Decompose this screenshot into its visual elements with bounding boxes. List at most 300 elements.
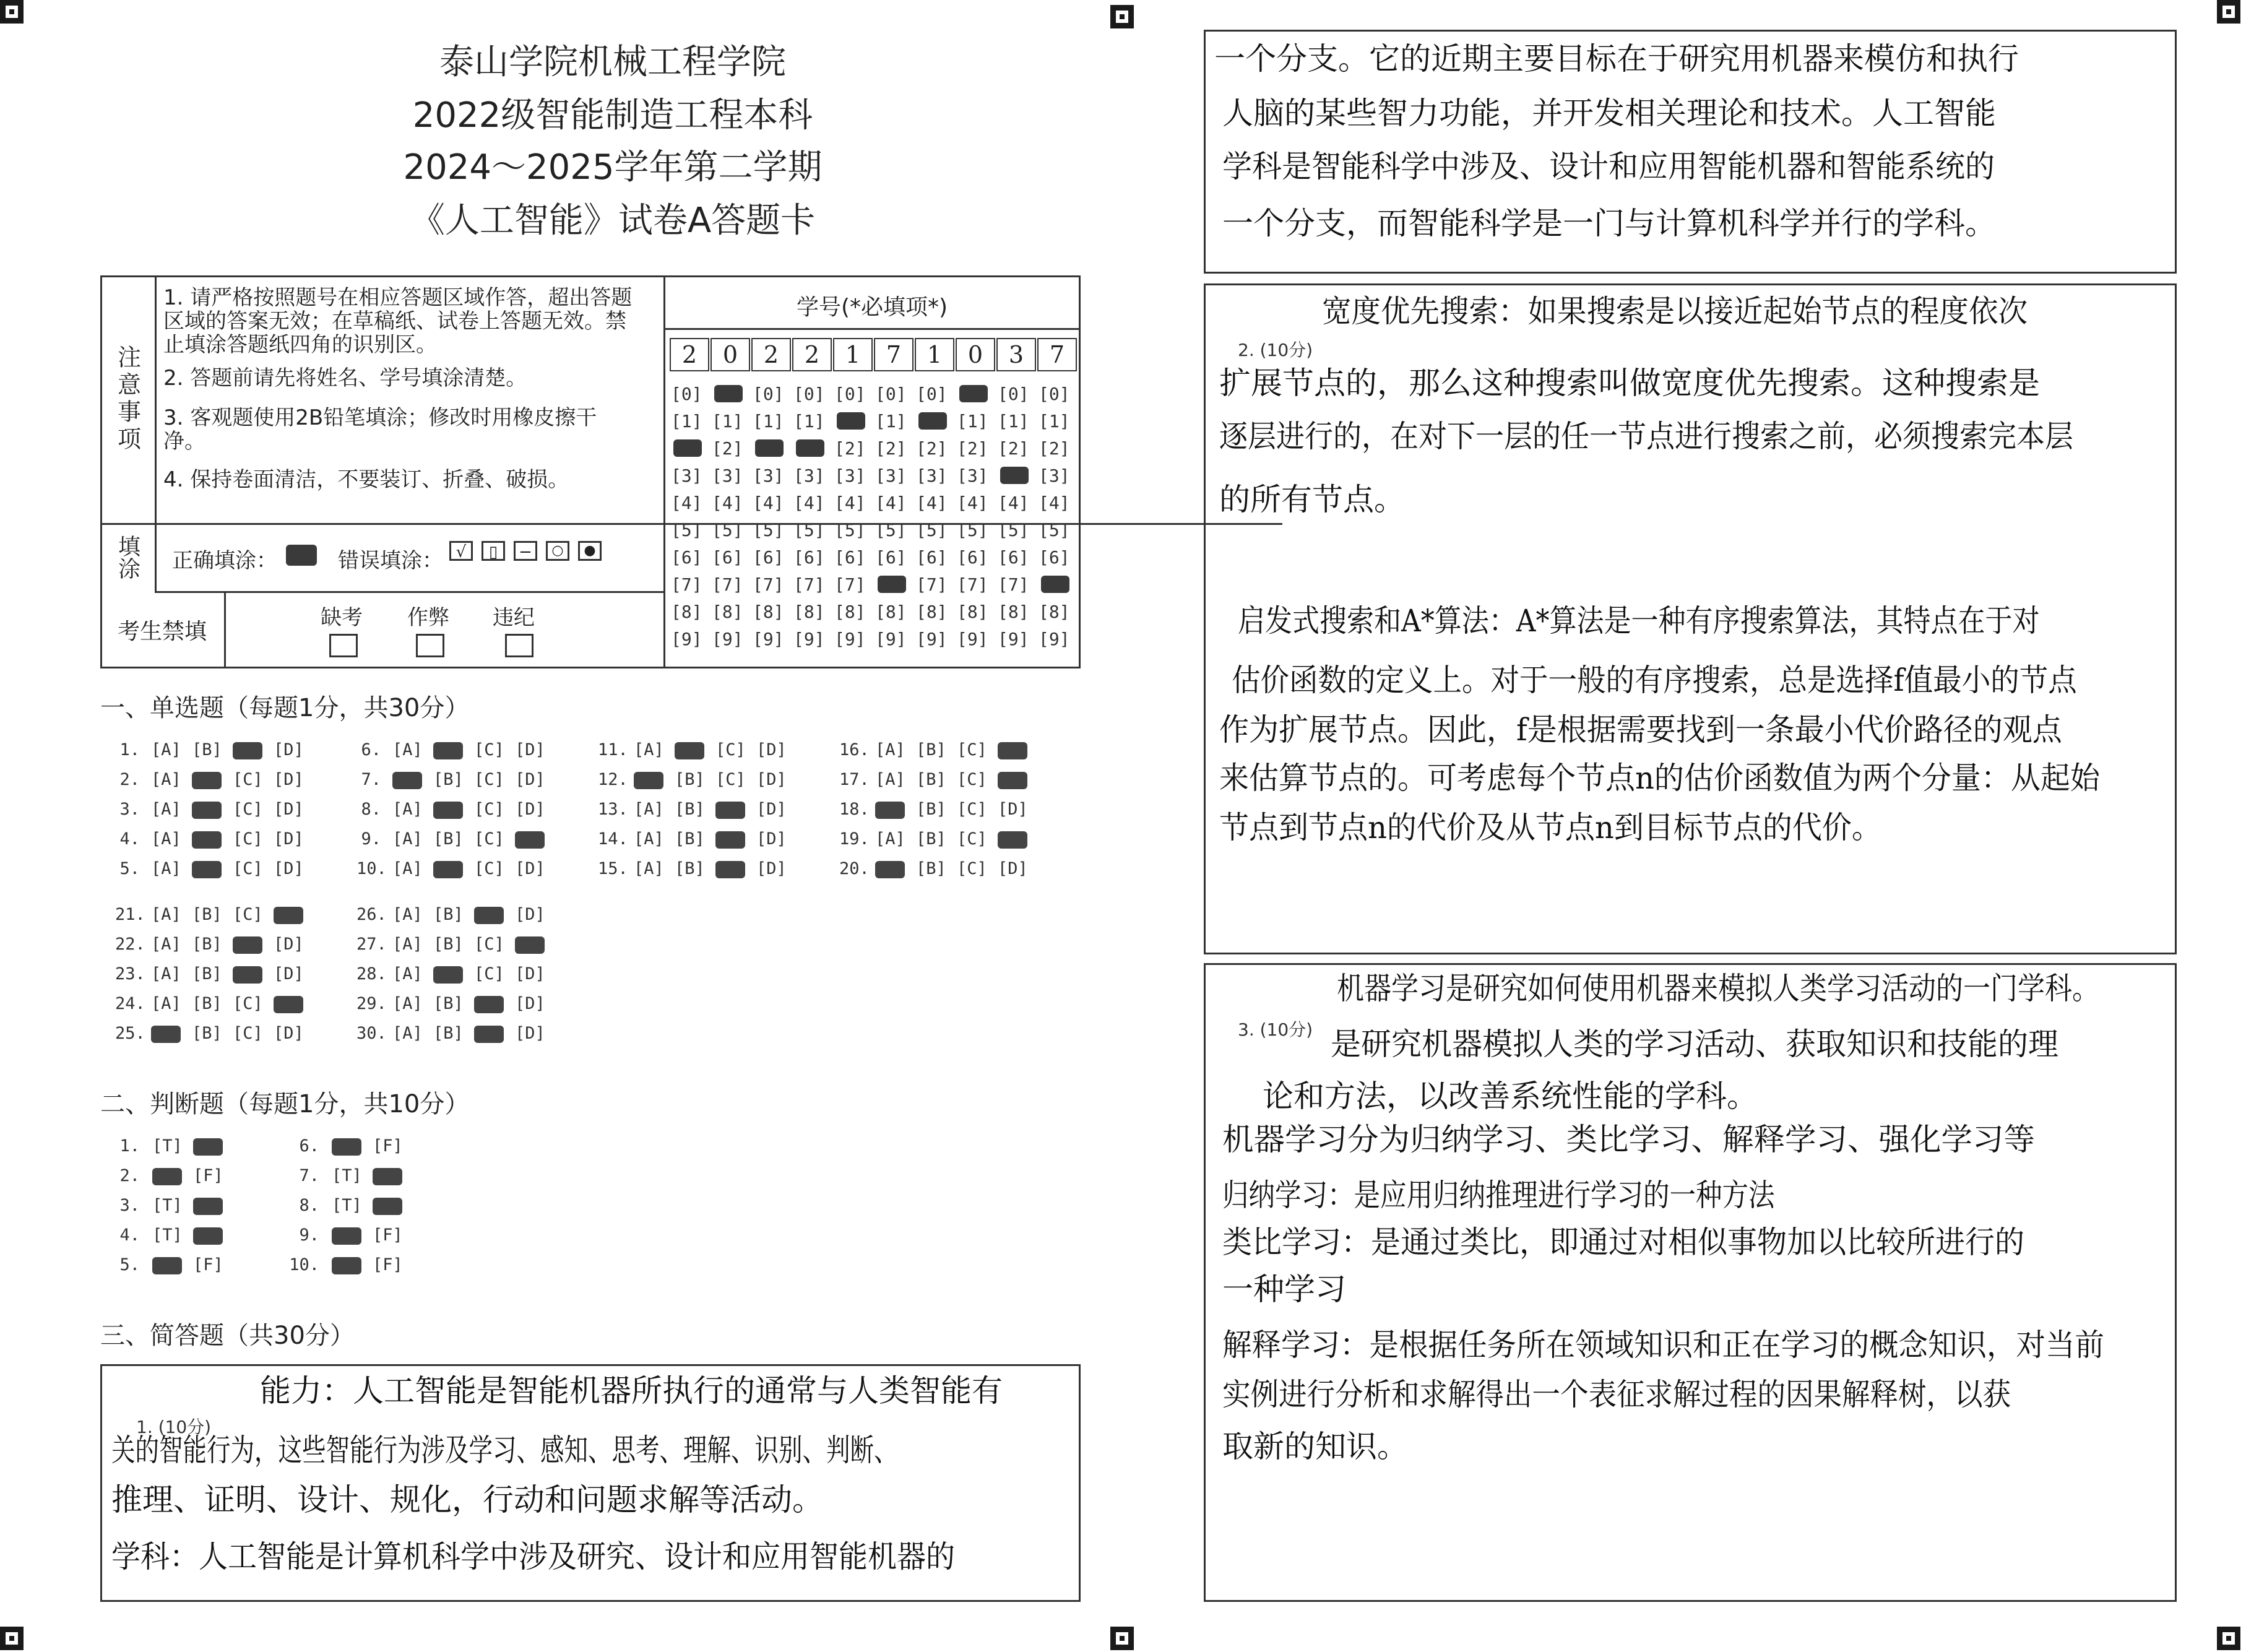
answer-bubble[interactable]: [B] <box>675 800 705 819</box>
question-number: 8. <box>361 800 381 819</box>
answer-bubble[interactable]: [C] <box>715 770 746 789</box>
student-id-bubble[interactable]: [6] <box>998 547 1029 568</box>
student-id-bubble[interactable]: [0] <box>834 384 866 404</box>
answer-bubble-filled[interactable] <box>474 907 504 924</box>
question-number: 3. <box>119 800 140 819</box>
answer-bubble-filled[interactable] <box>193 1138 223 1156</box>
correct-fill-sample <box>286 545 317 566</box>
single-choice-heading: 一、单选题（每题1分，共30分） <box>100 694 470 722</box>
student-id-bubble[interactable]: [8] <box>671 602 702 622</box>
student-id-bubble[interactable]: [1] <box>957 411 988 431</box>
answer-bubble[interactable]: [A] <box>634 829 664 849</box>
q2-line-3: 逐层进行的，在对下一层的任一节点进行搜索之前，必须搜索完本层 <box>1219 418 2073 454</box>
answer-bubble-filled[interactable] <box>515 936 545 954</box>
answer-bubble[interactable]: [A] <box>634 859 664 878</box>
answer-bubble[interactable]: [B] <box>192 740 222 759</box>
question-number: 5. <box>119 859 140 878</box>
q2-line-1: 宽度优先搜索：如果搜索是以接近起始节点的程度依次 <box>1322 293 2028 329</box>
question-number: 21. <box>115 905 145 924</box>
student-id-bubble[interactable]: [8] <box>916 602 948 622</box>
short-answer-heading: 三、简答题（共30分） <box>100 1321 355 1350</box>
student-id-bubble-filled[interactable] <box>755 439 784 457</box>
student-id-bubble[interactable]: [5] <box>916 520 948 540</box>
student-id-bubble[interactable]: [3] <box>1039 465 1070 486</box>
student-id-bubble-filled[interactable] <box>1000 467 1029 484</box>
student-id-bubble-filled[interactable] <box>878 576 906 593</box>
answer-bubble[interactable]: [C] <box>474 935 504 954</box>
student-id-digit-box: 1 <box>833 338 873 371</box>
answer-bubble[interactable]: [A] <box>392 800 423 819</box>
student-id-bubble[interactable]: [5] <box>834 520 866 540</box>
checkbox-absent[interactable] <box>329 634 358 657</box>
student-id-bubble[interactable]: [6] <box>875 547 907 568</box>
student-id-bubble[interactable]: [8] <box>753 602 784 622</box>
answer-bubble[interactable]: [T] <box>152 1196 183 1215</box>
student-id-bubble-filled[interactable] <box>714 385 743 402</box>
answer-bubble[interactable]: [T] <box>332 1166 362 1185</box>
student-id-bubble[interactable]: [4] <box>834 493 866 513</box>
answer-bubble[interactable]: [B] <box>916 800 946 819</box>
answer-bubble[interactable]: [B] <box>192 964 222 984</box>
answer-bubble-filled[interactable] <box>233 966 262 984</box>
answer-bubble-filled[interactable] <box>515 831 545 849</box>
answer-bubble-filled[interactable] <box>474 996 504 1013</box>
student-id-bubble-filled[interactable] <box>673 439 702 457</box>
student-id-bubble[interactable]: [3] <box>834 465 866 486</box>
answer-bubble[interactable]: [A] <box>151 829 181 849</box>
answer-bubble[interactable]: [D] <box>756 800 787 819</box>
student-id-bubble[interactable]: [6] <box>671 547 702 568</box>
student-id-digit-box: 2 <box>670 338 709 371</box>
answer-bubble[interactable]: [A] <box>634 800 664 819</box>
corner-marker-top-right <box>2217 0 2240 24</box>
student-id-bubble[interactable]: [4] <box>793 493 825 513</box>
student-id-bubble[interactable]: [9] <box>793 629 825 649</box>
forbidden-absent: 缺考 <box>321 605 363 630</box>
answer-bubble[interactable]: [D] <box>515 800 545 819</box>
answer-bubble[interactable]: [D] <box>756 829 787 849</box>
answer-bubble[interactable]: [A] <box>392 994 423 1013</box>
student-id-bubble[interactable]: [5] <box>712 520 743 540</box>
answer-bubble[interactable]: [C] <box>474 770 504 789</box>
question-number: 29. <box>356 994 387 1013</box>
student-id-bubble[interactable]: [1] <box>712 411 743 431</box>
answer-bubble-filled[interactable] <box>998 772 1027 789</box>
answer-bubble[interactable]: [C] <box>474 829 504 849</box>
answer-bubble-filled[interactable] <box>875 861 905 878</box>
student-id-bubble[interactable]: [5] <box>998 520 1029 540</box>
answer-bubble[interactable]: [A] <box>151 770 181 789</box>
student-id-bubble[interactable]: [5] <box>753 520 784 540</box>
answer-bubble[interactable]: [C] <box>233 829 263 849</box>
answer-bubble[interactable]: [D] <box>274 964 304 984</box>
answer-bubble[interactable]: [D] <box>998 859 1028 878</box>
answer-bubble[interactable]: [A] <box>392 740 423 759</box>
answer-bubble[interactable]: [D] <box>998 800 1028 819</box>
question-number: 16. <box>839 740 870 759</box>
answer-bubble[interactable]: [D] <box>515 994 545 1013</box>
q3-line-10: 取新的知识。 <box>1222 1429 1408 1464</box>
student-id-bubble[interactable]: [3] <box>793 465 825 486</box>
student-id-bubble[interactable]: [9] <box>671 629 702 649</box>
answer-bubble[interactable]: [C] <box>474 800 504 819</box>
question-number: 22. <box>115 935 145 954</box>
q1-line-1: 能力：人工智能是智能机器所执行的通常与人类智能有 <box>260 1373 1003 1409</box>
answer-bubble[interactable]: [C] <box>957 859 987 878</box>
answer-bubble[interactable]: [C] <box>957 800 987 819</box>
student-id-bubble[interactable]: [9] <box>998 629 1029 649</box>
true-false-heading: 二、判断题（每题1分，共10分） <box>100 1090 470 1118</box>
answer-bubble[interactable]: [D] <box>515 740 545 759</box>
student-id-bubble[interactable]: [6] <box>916 547 948 568</box>
student-id-bubble[interactable]: [6] <box>793 547 825 568</box>
student-id-bubble[interactable]: [3] <box>875 465 907 486</box>
answer-bubble-filled[interactable] <box>152 1257 182 1274</box>
answer-bubble[interactable]: [C] <box>957 770 987 789</box>
student-id-bubble[interactable]: [7] <box>998 574 1029 595</box>
answer-bubble[interactable]: [D] <box>515 1024 545 1043</box>
answer-bubble-filled[interactable] <box>192 802 222 819</box>
answer-bubble-filled[interactable] <box>474 1026 504 1043</box>
student-id-bubble[interactable]: [5] <box>793 520 825 540</box>
answer-bubble-filled[interactable] <box>998 831 1027 849</box>
corner-marker-bottom-left <box>0 1627 24 1650</box>
answer-bubble[interactable]: [A] <box>151 994 181 1013</box>
student-id-bubble-filled[interactable] <box>959 385 988 402</box>
student-id-bubble[interactable]: [7] <box>671 574 702 595</box>
student-id-bubble[interactable]: [9] <box>875 629 907 649</box>
answer-bubble-filled[interactable] <box>433 742 463 759</box>
student-id-bubble[interactable]: [2] <box>875 438 907 459</box>
student-id-bubble[interactable]: [0] <box>671 384 702 404</box>
answer-bubble-filled[interactable] <box>192 772 222 789</box>
answer-bubble[interactable]: [B] <box>433 935 464 954</box>
answer-bubble-filled[interactable] <box>433 966 463 984</box>
question-number: 30. <box>356 1024 387 1043</box>
answer-bubble[interactable]: [A] <box>875 829 905 849</box>
answer-bubble[interactable]: [B] <box>916 859 946 878</box>
answer-bubble[interactable]: [T] <box>152 1136 183 1156</box>
student-id-bubble[interactable]: [1] <box>998 411 1029 431</box>
answer-bubble[interactable]: [A] <box>392 935 423 954</box>
student-id-bubble[interactable]: [4] <box>875 493 907 513</box>
answer-bubble-filled[interactable] <box>433 802 463 819</box>
answer-bubble[interactable]: [A] <box>151 935 181 954</box>
answer-bubble[interactable]: [C] <box>233 859 263 878</box>
answer-bubble-filled[interactable] <box>373 1168 402 1185</box>
student-id-bubble[interactable]: [5] <box>957 520 988 540</box>
question-number: 6. <box>361 740 381 759</box>
answer-bubble[interactable]: [A] <box>392 829 423 849</box>
answer-bubble[interactable]: [F] <box>193 1166 223 1185</box>
q2-line-5: 启发式搜索和A*算法：A*算法是一种有序搜索算法，其特点在于对 <box>1238 603 2040 639</box>
student-id-bubble[interactable]: [8] <box>793 602 825 622</box>
answer-bubble-filled[interactable] <box>634 772 663 789</box>
answer-bubble[interactable]: [A] <box>392 964 423 984</box>
answer-bubble-filled[interactable] <box>715 861 745 878</box>
student-id-bubble[interactable]: [2] <box>998 438 1029 459</box>
student-id-bubble[interactable]: [7] <box>753 574 784 595</box>
answer-bubble[interactable]: [D] <box>274 800 304 819</box>
student-id-bubble[interactable]: [9] <box>834 629 866 649</box>
q3-line-3: 论和方法，以改善系统性能的学科。 <box>1263 1078 1758 1114</box>
student-id-bubble-filled[interactable] <box>796 439 824 457</box>
student-id-bubble[interactable]: [8] <box>957 602 988 622</box>
answer-bubble[interactable]: [D] <box>515 964 545 984</box>
answer-bubble-filled[interactable] <box>715 831 745 849</box>
student-id-bubble[interactable]: [6] <box>957 547 988 568</box>
student-id-bubble[interactable]: [2] <box>957 438 988 459</box>
student-id-bubble[interactable]: [9] <box>916 629 948 649</box>
fill-label: 填涂 <box>114 535 140 579</box>
student-id-bubble[interactable]: [0] <box>998 384 1029 404</box>
answer-bubble[interactable]: [T] <box>152 1226 183 1245</box>
student-id-bubble[interactable]: [0] <box>916 384 948 404</box>
answer-bubble-filled[interactable] <box>233 742 262 759</box>
answer-bubble[interactable]: [F] <box>373 1255 403 1274</box>
student-id-bubble[interactable]: [6] <box>712 547 743 568</box>
student-id-bubble[interactable]: [3] <box>753 465 784 486</box>
answer-bubble[interactable]: [D] <box>515 905 545 924</box>
q2-label: 2. (10分) <box>1238 340 1313 360</box>
q2-line-7: 作为扩展节点。因此，f是根据需要找到一条最小代价路径的观点 <box>1219 712 2062 748</box>
student-id-bubble-filled[interactable] <box>918 412 947 430</box>
answer-bubble-filled[interactable] <box>192 861 222 878</box>
student-id-bubble[interactable]: [7] <box>916 574 948 595</box>
q3-line-5: 归纳学习：是应用归纳推理进行学习的一种方法 <box>1222 1177 1775 1213</box>
answer-bubble-filled[interactable] <box>233 936 262 954</box>
student-id-bubble[interactable]: [5] <box>875 520 907 540</box>
answer-bubble-filled[interactable] <box>332 1138 361 1156</box>
answer-bubble-filled[interactable] <box>392 772 422 789</box>
student-id-bubble[interactable]: [1] <box>753 411 784 431</box>
student-id-bubble[interactable]: [3] <box>957 465 988 486</box>
student-id-bubble[interactable]: [0] <box>793 384 825 404</box>
answer-bubble[interactable]: [A] <box>392 859 423 878</box>
student-id-bubble-filled[interactable] <box>837 412 865 430</box>
question-number: 1. <box>119 1136 140 1156</box>
question-number: 4. <box>119 829 140 849</box>
wrong-sample-dot: ● <box>578 541 602 561</box>
answer-bubble[interactable]: [B] <box>433 994 464 1013</box>
answer-bubble[interactable]: [C] <box>474 964 504 984</box>
question-number: 8. <box>299 1196 319 1215</box>
answer-bubble[interactable]: [A] <box>151 740 181 759</box>
answer-bubble-filled[interactable] <box>675 742 704 759</box>
answer-bubble-filled[interactable] <box>875 802 905 819</box>
student-id-bubble[interactable]: [4] <box>712 493 743 513</box>
student-id-bubble[interactable]: [2] <box>1039 438 1070 459</box>
answer-bubble[interactable]: [B] <box>433 829 464 849</box>
answer-bubble[interactable]: [B] <box>192 994 222 1013</box>
answer-bubble-filled[interactable] <box>998 742 1027 759</box>
notice-item-2: 2. 答题前请先将姓名、学号填涂清楚。 <box>163 366 527 391</box>
answer-bubble-filled[interactable] <box>151 1026 181 1043</box>
student-id-bubble[interactable]: [5] <box>1039 520 1070 540</box>
question-number: 2. <box>119 770 140 789</box>
checkbox-cheat[interactable] <box>416 634 444 657</box>
answer-bubble[interactable]: [C] <box>233 905 263 924</box>
answer-bubble-filled[interactable] <box>373 1198 402 1215</box>
answer-bubble[interactable]: [F] <box>193 1255 223 1274</box>
answer-bubble-filled[interactable] <box>193 1198 223 1215</box>
corner-marker-top-left <box>0 0 24 24</box>
answer-bubble-filled[interactable] <box>193 1227 223 1245</box>
student-id-bubble[interactable]: [6] <box>834 547 866 568</box>
answer-bubble[interactable]: [D] <box>756 859 787 878</box>
student-id-bubble[interactable]: [7] <box>793 574 825 595</box>
answer-bubble[interactable]: [D] <box>756 740 787 759</box>
answer-bubble[interactable]: [F] <box>373 1226 403 1245</box>
student-id-bubble[interactable]: [4] <box>998 493 1029 513</box>
question-number: 27. <box>356 935 387 954</box>
student-id-bubble[interactable]: [9] <box>712 629 743 649</box>
q2-line-8: 来估算节点的。可考虑每个节点n的估价函数值为两个分量：从起始 <box>1219 760 2100 796</box>
wrong-sample-bar: ▯ <box>482 541 505 561</box>
student-id-bubble[interactable]: [7] <box>834 574 866 595</box>
answer-bubble[interactable]: [D] <box>274 1024 304 1043</box>
answer-bubble[interactable]: [C] <box>233 800 263 819</box>
answer-bubble[interactable]: [C] <box>233 994 263 1013</box>
student-id-bubble[interactable]: [0] <box>1039 384 1070 404</box>
student-id-bubble[interactable]: [8] <box>1039 602 1070 622</box>
answer-bubble[interactable]: [C] <box>715 740 746 759</box>
answer-bubble[interactable]: [D] <box>515 770 545 789</box>
answer-bubble-filled[interactable] <box>152 1168 182 1185</box>
student-id-bubble[interactable]: [3] <box>671 465 702 486</box>
answer-bubble[interactable]: [A] <box>151 964 181 984</box>
student-id-bubble[interactable]: [5] <box>671 520 702 540</box>
answer-bubble[interactable]: [A] <box>151 800 181 819</box>
student-id-bubble[interactable]: [0] <box>753 384 784 404</box>
answer-bubble[interactable]: [C] <box>233 770 263 789</box>
student-id-bubble[interactable]: [7] <box>957 574 988 595</box>
student-id-bubble[interactable]: [9] <box>1039 629 1070 649</box>
answer-bubble[interactable]: [T] <box>332 1196 362 1215</box>
student-id-bubble[interactable]: [8] <box>834 602 866 622</box>
student-id-bubble[interactable]: [1] <box>793 411 825 431</box>
answer-bubble[interactable]: [A] <box>875 740 905 759</box>
student-id-bubble[interactable]: [1] <box>1039 411 1070 431</box>
answer-bubble-filled[interactable] <box>433 861 463 878</box>
answer-bubble[interactable]: [C] <box>233 1024 263 1043</box>
answer-bubble[interactable]: [B] <box>433 1024 464 1043</box>
answer-bubble[interactable]: [D] <box>274 770 304 789</box>
q3-line-7: 一种学习 <box>1222 1271 1346 1307</box>
student-id-bubble[interactable]: [2] <box>834 438 866 459</box>
answer-bubble[interactable]: [C] <box>957 740 987 759</box>
answer-bubble[interactable]: [A] <box>392 905 423 924</box>
answer-bubble-filled[interactable] <box>274 907 303 924</box>
answer-bubble[interactable]: [B] <box>916 740 946 759</box>
student-id-bubble[interactable]: [7] <box>712 574 743 595</box>
answer-bubble[interactable]: [D] <box>515 859 545 878</box>
question-number: 10. <box>289 1255 319 1274</box>
notice-item-1: 1. 请严格按照题号在相应答题区域作答，超出答题区域的答案无效；在草稿纸、试卷上答题无效。禁止填涂答题纸四角的识别区。 <box>163 285 633 357</box>
answer-bubble[interactable]: [B] <box>916 770 946 789</box>
student-id-bubble[interactable]: [1] <box>875 411 907 431</box>
answer-bubble[interactable]: [D] <box>274 829 304 849</box>
answer-bubble[interactable]: [B] <box>916 829 946 849</box>
term-title: 2024～2025学年第二学期 <box>403 147 823 188</box>
student-id-bubble[interactable]: [4] <box>916 493 948 513</box>
student-id-bubble-filled[interactable] <box>1041 576 1069 593</box>
answer-bubble[interactable]: [A] <box>151 859 181 878</box>
student-id-bubble[interactable]: [4] <box>671 493 702 513</box>
answer-bubble[interactable]: [F] <box>373 1136 403 1156</box>
question-number: 26. <box>356 905 387 924</box>
answer-bubble[interactable]: [D] <box>274 740 304 759</box>
answer-bubble[interactable]: [A] <box>151 905 181 924</box>
answer-bubble[interactable]: [B] <box>192 1024 222 1043</box>
answer-bubble[interactable]: [A] <box>875 770 905 789</box>
answer-bubble-filled[interactable] <box>332 1227 361 1245</box>
question-number: 25. <box>115 1024 145 1043</box>
q3-line-8: 解释学习：是根据任务所在领域知识和正在学习的概念知识，对当前 <box>1222 1327 2104 1363</box>
answer-bubble[interactable]: [B] <box>675 770 705 789</box>
checkbox-violation[interactable] <box>505 634 533 657</box>
student-id-bubble[interactable]: [8] <box>998 602 1029 622</box>
notice-label: 注意事项 <box>113 345 141 454</box>
answer-bubble-filled[interactable] <box>332 1257 361 1274</box>
student-id-bubble[interactable]: [1] <box>671 411 702 431</box>
q1-line-4: 学科：人工智能是计算机科学中涉及研究、设计和应用智能机器的 <box>111 1539 955 1575</box>
student-id-bubble[interactable]: [4] <box>753 493 784 513</box>
question-number: 6. <box>299 1136 319 1156</box>
question-number: 7. <box>299 1166 319 1185</box>
student-id-bubble[interactable]: [6] <box>1039 547 1070 568</box>
forbidden-violation: 违纪 <box>493 605 535 630</box>
answer-bubble[interactable]: [D] <box>274 935 304 954</box>
question-number: 13. <box>598 800 628 819</box>
question-number: 23. <box>115 964 145 984</box>
answer-bubble-filled[interactable] <box>715 802 745 819</box>
corner-marker-bottom-right <box>2217 1627 2240 1650</box>
student-id-bubble[interactable]: [8] <box>712 602 743 622</box>
student-id-digit-box: 0 <box>711 338 750 371</box>
student-id-bubble[interactable]: [9] <box>957 629 988 649</box>
student-id-bubble[interactable]: [3] <box>712 465 743 486</box>
answer-bubble[interactable]: [A] <box>634 740 664 759</box>
student-id-bubble[interactable]: [9] <box>753 629 784 649</box>
answer-bubble[interactable]: [A] <box>392 1024 423 1043</box>
answer-bubble[interactable]: [D] <box>756 770 787 789</box>
answer-bubble[interactable]: [C] <box>957 829 987 849</box>
student-id-bubble[interactable]: [8] <box>875 602 907 622</box>
student-id-bubble[interactable]: [6] <box>753 547 784 568</box>
answer-bubble[interactable]: [D] <box>274 859 304 878</box>
student-id-bubble[interactable]: [2] <box>916 438 948 459</box>
answer-bubble-filled[interactable] <box>274 996 303 1013</box>
answer-bubble[interactable]: [B] <box>433 770 464 789</box>
student-id-bubble[interactable]: [4] <box>1039 493 1070 513</box>
answer-bubble[interactable]: [B] <box>675 859 705 878</box>
question-number: 9. <box>361 829 381 849</box>
forbidden-cheat: 作弊 <box>407 605 449 630</box>
answer-bubble[interactable]: [B] <box>192 905 222 924</box>
student-id-bubble[interactable]: [3] <box>916 465 948 486</box>
answer-bubble[interactable]: [B] <box>433 905 464 924</box>
answer-bubble[interactable]: [C] <box>474 859 504 878</box>
answer-bubble[interactable]: [C] <box>474 740 504 759</box>
q1-cont-line-2: 人脑的某些智力功能，并开发相关理论和技术。人工智能 <box>1222 95 1996 131</box>
student-id-bubble[interactable]: [2] <box>712 438 743 459</box>
student-id-bubble[interactable]: [0] <box>875 384 907 404</box>
answer-bubble[interactable]: [B] <box>192 935 222 954</box>
answer-bubble[interactable]: [B] <box>675 829 705 849</box>
student-id-bubble[interactable]: [4] <box>957 493 988 513</box>
answer-bubble-filled[interactable] <box>192 831 222 849</box>
